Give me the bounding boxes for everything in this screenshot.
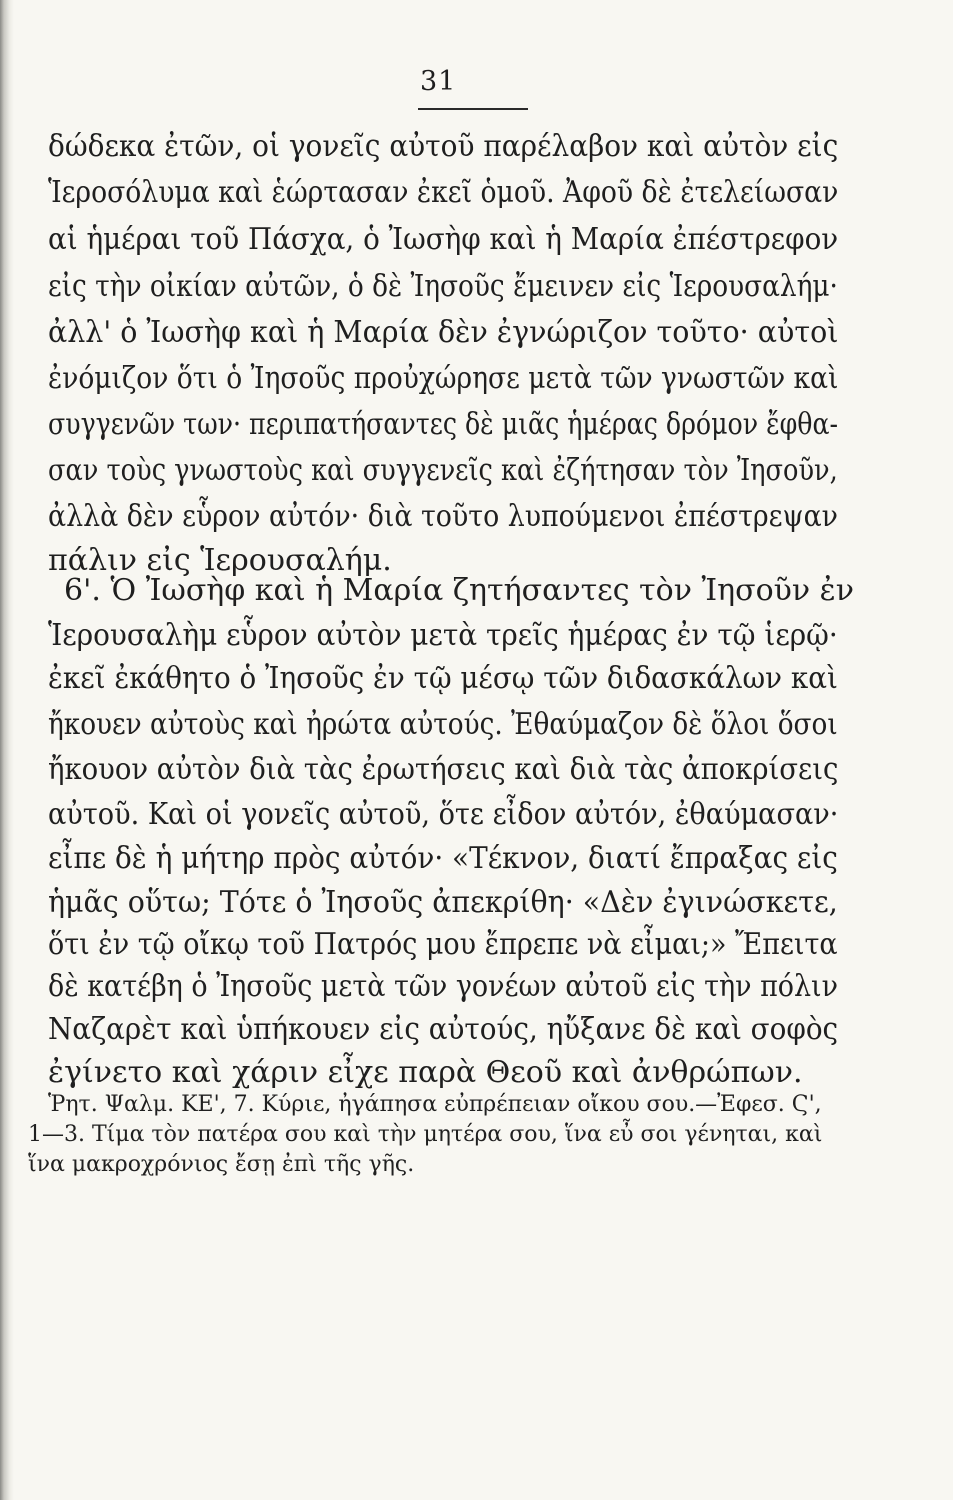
- text-line: 6'. Ὁ Ἰωσὴφ καὶ ἡ Μαρία ζητήσαντες τὸν Ἰησοῦν ἐν: [64, 573, 854, 608]
- text-line: δὲ κατέβη ὁ Ἰησοῦς μετὰ τῶν γονέων αὐτοῦ εἰς τὴν πόλιν: [48, 969, 838, 1004]
- text-line: ἤκουεν αὐτοὺς καὶ ἠρώτα αὐτούς. Ἐθαύμαζον δὲ ὅλοι ὅσοι: [48, 707, 838, 742]
- text-line: Ἱεροσόλυμα καὶ ἑώρτασαν ἐκεῖ ὁμοῦ. Ἀφοῦ δὲ ἐτελείωσαν: [48, 175, 839, 210]
- footnote-line: Ῥητ. Ψαλμ. ΚΕ', 7. Κύριε, ἠγάπησα εὐπρέπειαν οἴκου σου.—Ἐφεσ. Ϛ',: [48, 1092, 822, 1117]
- text-line: ἀλλὰ δὲν εὗρον αὐτόν· διὰ τοῦτο λυπούμενοι ἐπέστρεψαν: [48, 499, 838, 534]
- page-number-rule: [418, 108, 528, 110]
- footnote-line: 1—3. Τίμα τὸν πατέρα σου καὶ τὴν μητέρα σου, ἵνα εὖ σοι γένηται, καὶ: [28, 1122, 823, 1147]
- spine-shadow: [0, 0, 14, 1500]
- text-line: αἱ ἡμέραι τοῦ Πάσχα, ὁ Ἰωσὴφ καὶ ἡ Μαρία ἐπέστρεφον: [48, 222, 839, 257]
- text-line: ἡμᾶς οὕτω; Τότε ὁ Ἰησοῦς ἀπεκρίθη· «Δὲν ἐγινώσκετε,: [48, 885, 838, 920]
- text-line: ἤκουον αὐτὸν διὰ τὰς ἐρωτήσεις καὶ διὰ τὰς ἀποκρίσεις: [48, 752, 839, 787]
- text-line: Ἱερουσαλὴμ εὗρον αὐτὸν μετὰ τρεῖς ἡμέρας ἐν τῷ ἱερῷ·: [48, 618, 838, 653]
- text-line: ἀλλ' ὁ Ἰωσὴφ καὶ ἡ Μαρία δὲν ἐγνώριζον τοῦτο· αὐτοὶ: [48, 315, 839, 350]
- text-line: ἐνόμιζον ὅτι ὁ Ἰησοῦς προὐχώρησε μετὰ τῶν γνωστῶν καὶ: [48, 361, 839, 396]
- page-number: 31: [420, 66, 457, 97]
- text-line: εἰς τὴν οἰκίαν αὐτῶν, ὁ δὲ Ἰησοῦς ἔμεινεν εἰς Ἱερουσαλήμ·: [48, 269, 838, 304]
- text-line: πάλιν εἰς Ἱερουσαλήμ.: [48, 543, 392, 578]
- text-line: συγγενῶν των· περιπατήσαντες δὲ μιᾶς ἡμέρας δρόμον ἔφθα-: [48, 407, 839, 442]
- text-line: ἐγίνετο καὶ χάριν εἶχε παρὰ Θεοῦ καὶ ἀνθρώπων.: [48, 1055, 803, 1090]
- text-line: Ναζαρὲτ καὶ ὑπήκουεν εἰς αὐτούς, ηὔξανε δὲ καὶ σοφὸς: [48, 1012, 839, 1047]
- text-line: σαν τοὺς γνωστοὺς καὶ συγγενεῖς καὶ ἐζήτησαν τὸν Ἰησοῦν,: [48, 453, 838, 488]
- text-line: δώδεκα ἐτῶν, οἱ γονεῖς αὐτοῦ παρέλαβον καὶ αὐτὸν εἰς: [48, 129, 839, 164]
- text-line: αὐτοῦ. Καὶ οἱ γονεῖς αὐτοῦ, ὅτε εἶδον αὐτόν, ἐθαύμασαν·: [48, 797, 839, 832]
- text-line: ἐκεῖ ἐκάθητο ὁ Ἰησοῦς ἐν τῷ μέσῳ τῶν διδασκάλων καὶ: [48, 661, 838, 696]
- text-line: ὅτι ἐν τῷ οἴκῳ τοῦ Πατρός μου ἔπρεπε νὰ εἶμαι;» Ἔπειτα: [48, 927, 838, 962]
- footnote-line: ἵνα μακροχρόνιος ἔσῃ ἐπὶ τῆς γῆς.: [28, 1152, 415, 1177]
- text-line: εἶπε δὲ ἡ μήτηρ πρὸς αὐτόν· «Τέκνον, διατί ἔπραξας εἰς: [48, 841, 838, 876]
